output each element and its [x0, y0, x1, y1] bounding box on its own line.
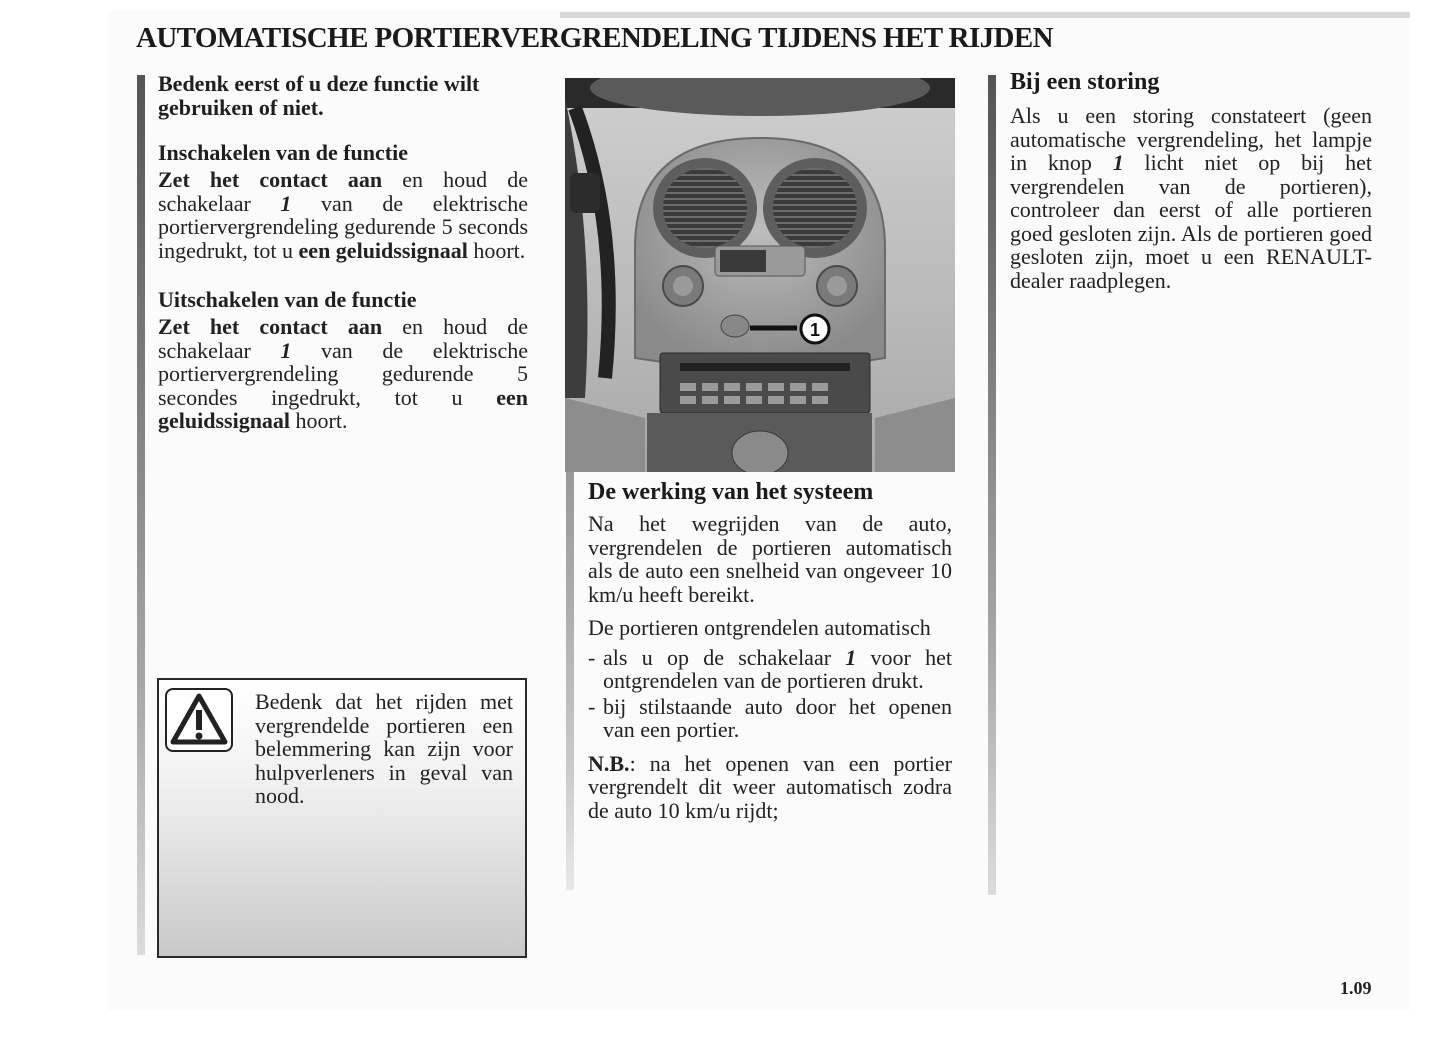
photo-callout-label: 1	[809, 320, 821, 340]
list-item-text: bij stilstaande auto door het openen van een portier.	[603, 693, 952, 742]
malfunction-text	[1010, 104, 1372, 292]
disable-switch-number: 1	[280, 337, 292, 363]
enable-bold-start: Zet het contact aan	[158, 167, 383, 192]
warning-spacer	[173, 690, 255, 786]
nb-text: : na het openen van een portier vergrendelt dit weer automatisch zodra de auto 10 km/u rijdt;	[588, 750, 952, 823]
enable-text	[158, 168, 528, 262]
enable-switch-number: 1	[280, 190, 292, 216]
disable-text-3: hoort.	[290, 408, 348, 433]
enable-text-2: van de elektrische portiervergrendeling gedurende 5 seconds ingedrukt, tot u	[158, 190, 529, 263]
malfunction-text-2: licht niet op bij het vergrendelen van de portieren), controleer dan eerst of alle portieren goed gesloten zijn. Als de portieren goed gesloten zijn, moet u een RENAULT-dealer raadplegen.	[1010, 150, 1372, 293]
enable-text-3: hoort.	[467, 237, 526, 263]
middle-column	[588, 478, 952, 822]
warning-text-block	[173, 690, 513, 808]
enable-text-1: en houd de schakelaar	[158, 167, 528, 216]
list-item-switch-number: 1	[845, 644, 857, 670]
malfunction-button-number: 1	[1112, 150, 1124, 175]
warning-box	[157, 678, 527, 958]
dashboard-illustration	[565, 78, 955, 472]
list-item-dash: -	[588, 644, 596, 670]
enable-heading: Inschakelen van de functie	[158, 140, 408, 165]
page-number: 1.09	[1340, 978, 1372, 998]
dashboard-photo	[565, 78, 955, 472]
malfunction-heading: Bij een storing	[1010, 69, 1160, 95]
page-title: AUTOMATISCHE PORTIERVERGRENDELING TIJDENS HET RIJDEN	[136, 22, 1053, 54]
list-item	[588, 646, 952, 693]
system-heading: De werking van het systeem	[588, 479, 874, 505]
disable-text-1: en houd de schakelaar	[158, 314, 528, 363]
disable-text-2: van de elektrische portiervergrendeling gedurende 5 secondes ingedrukt, tot u	[158, 337, 529, 410]
right-column-bar	[988, 75, 996, 895]
list-item	[588, 695, 952, 742]
left-column-bar	[137, 75, 145, 955]
enable-bold-end: een geluidssignaal	[298, 237, 468, 263]
nb-label: N.B.	[588, 750, 630, 776]
disable-text	[158, 315, 528, 433]
nb-note	[588, 752, 952, 823]
left-column	[158, 72, 528, 433]
list-item-dash: -	[588, 693, 596, 719]
intro-text: Bedenk eerst of u deze functie wilt gebruiken of niet.	[158, 71, 480, 120]
disable-bold-start: Zet het contact aan	[158, 314, 383, 339]
right-column	[1010, 68, 1372, 292]
system-para-2: De portieren ontgrendelen automatisch	[588, 615, 931, 640]
warning-text: Bedenk dat het rijden met vergrendelde portieren een belemmering kan zijn voor hulpverleners in geval van nood.	[255, 689, 513, 808]
top-rule	[560, 12, 1410, 18]
malfunction-text-1: Als u een storing constateert (geen automatische vergrendeling, het lampje in knop	[1010, 103, 1372, 175]
system-para-1: Na het wegrijden van de auto, vergrendelen de portieren automatisch als de auto een snelheid van ongeveer 10 km/u heeft bereikt.	[588, 511, 952, 607]
middle-column-bar	[566, 470, 574, 890]
list-item-text-before: als u op de schakelaar	[603, 644, 846, 670]
list-item-text-after: voor het ontgrendelen van de portieren drukt.	[603, 644, 953, 693]
disable-bold-end: een geluidssignaal	[158, 384, 528, 433]
disable-heading: Uitschakelen van de functie	[158, 287, 417, 312]
